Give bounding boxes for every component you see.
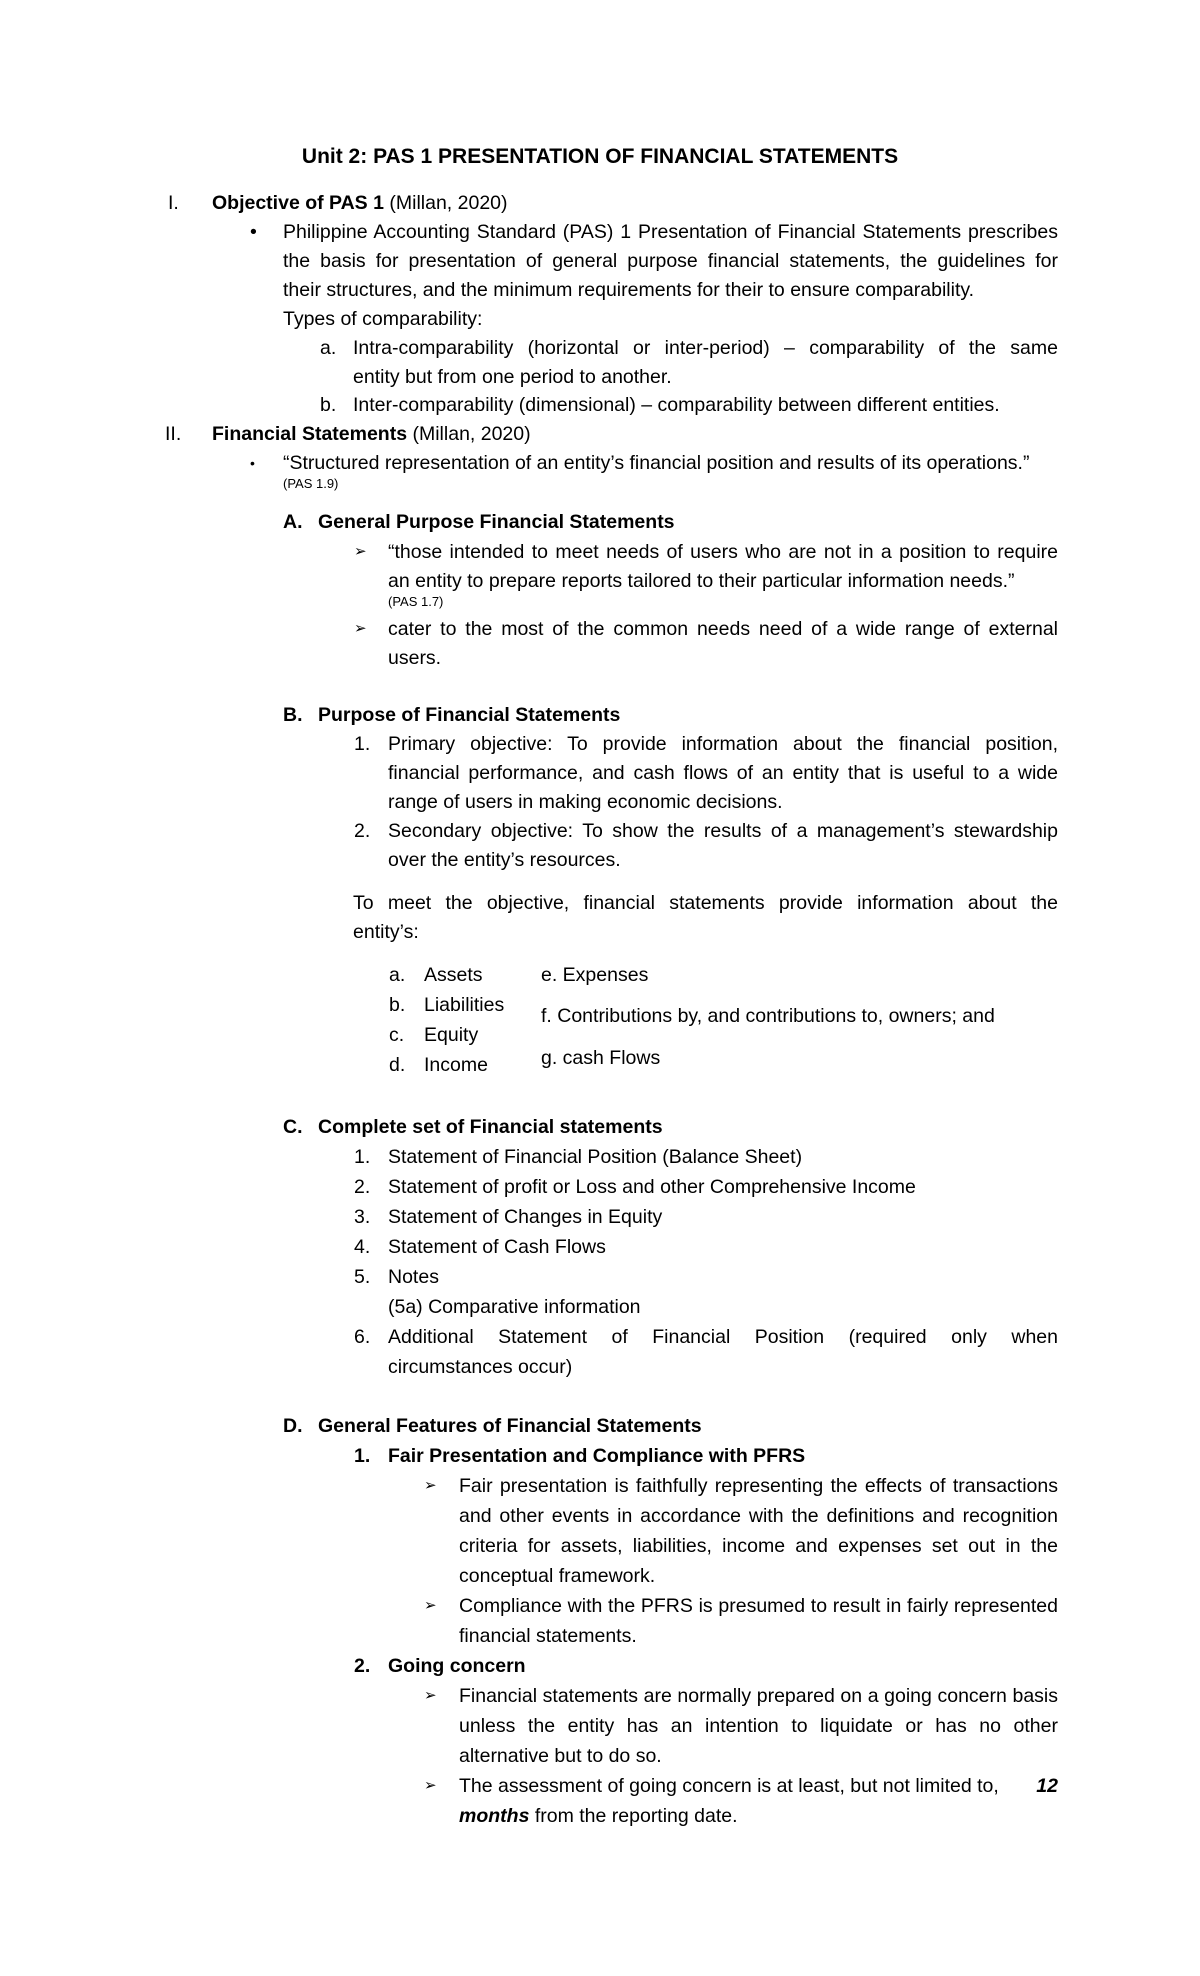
paragraph-line: To meet the objective, financial statements provide information about the [353, 892, 1058, 914]
list-item-line: alternative but to do so. [459, 1745, 662, 1767]
list-item-line: conceptual framework. [459, 1565, 656, 1587]
list-marker: a. [320, 337, 337, 359]
bullet-marker: • [250, 455, 255, 471]
list-item-line: over the entity’s resources. [388, 849, 621, 871]
list-item-line: financial statements. [459, 1625, 637, 1647]
feature-heading-going-concern: Going concern [388, 1655, 526, 1677]
subsection-letter: A. [283, 511, 303, 533]
arrow-bullet-icon: ➢ [424, 1777, 437, 1794]
element-item-cash-flows: g. cash Flows [541, 1047, 661, 1069]
list-number: 5. [354, 1266, 371, 1288]
element-marker: c. [389, 1024, 405, 1046]
list-item-line: Primary objective: To provide information about the financial position, [388, 733, 1058, 755]
reference-note: (PAS 1.9) [283, 476, 339, 491]
list-item-line: Additional Statement of Financial Position (required only when [388, 1326, 1058, 1348]
element-item-liabilities: Liabilities [424, 994, 505, 1016]
list-item-line: cater to the most of the common needs need of a wide range of external [388, 618, 1058, 640]
list-item-line: an entity to prepare reports tailored to their particular information needs.” [388, 570, 1015, 592]
element-marker: a. [389, 964, 406, 986]
section-numeral-2: II. [165, 423, 182, 445]
list-item-text: The assessment of going concern is at least, but not limited to, [459, 1775, 999, 1797]
arrow-bullet-icon: ➢ [424, 1597, 437, 1614]
feature-number: 1. [354, 1445, 371, 1467]
paragraph-line: entity’s: [353, 921, 419, 943]
subsection-letter: D. [283, 1415, 303, 1437]
element-marker: d. [389, 1054, 406, 1076]
list-item-line: unless the entity has an intention to liquidate or has no other [459, 1715, 1058, 1737]
list-item-line: financial performance, and cash flows of an entity that is useful to a wide [388, 762, 1058, 784]
reference-note: (PAS 1.7) [388, 594, 444, 609]
list-number: 1. [354, 733, 371, 755]
list-sub-item: (5a) Comparative information [388, 1296, 641, 1318]
list-item-line: Fair presentation is faithfully representing the effects of transactions [459, 1475, 1058, 1497]
list-item-line: Secondary objective: To show the results of a management’s stewardship [388, 820, 1058, 842]
list-item-line: Intra-comparability (horizontal or inter-period) – comparability of the same [353, 337, 1058, 359]
subsection-heading-general-features: General Features of Financial Statements [318, 1415, 702, 1437]
section-numeral-1: I. [168, 192, 179, 214]
citation: (Millan, 2020) [389, 192, 508, 214]
list-item-line [459, 1771, 1058, 1801]
element-item-income: Income [424, 1054, 488, 1076]
list-marker: b. [320, 394, 337, 416]
list-item-text: from the reporting date. [534, 1805, 738, 1827]
list-number: 3. [354, 1206, 371, 1228]
list-number: 6. [354, 1326, 371, 1348]
subsection-letter: B. [283, 704, 303, 726]
list-item-line: range of users in making economic decisions. [388, 791, 783, 813]
element-item-equity: Equity [424, 1024, 479, 1046]
feature-heading-fair-presentation: Fair Presentation and Compliance with PFRS [388, 1445, 806, 1467]
page-title: Unit 2: PAS 1 PRESENTATION OF FINANCIAL STATEMENTS [301, 145, 899, 168]
subsection-heading-complete-set: Complete set of Financial statements [318, 1116, 663, 1138]
citation: (Millan, 2020) [412, 423, 531, 445]
list-item-line: circumstances occur) [388, 1356, 573, 1378]
emphasis-number: 12 [1036, 1775, 1058, 1797]
list-item: Statement of Financial Position (Balance Sheet) [388, 1146, 803, 1168]
list-item-line: criteria for assets, liabilities, income and expenses set out in the [459, 1535, 1058, 1557]
arrow-bullet-icon: ➢ [424, 1477, 437, 1494]
arrow-bullet-icon: ➢ [424, 1687, 437, 1704]
list-number: 2. [354, 820, 371, 842]
section-heading-text: Objective of PAS 1 [212, 192, 384, 214]
list-item-line: “those intended to meet needs of users who are not in a position to require [388, 541, 1058, 563]
emphasis-months: months [459, 1805, 530, 1827]
element-marker: b. [389, 994, 406, 1016]
paragraph-line: their structures, and the minimum requirements for their to ensure comparability. [283, 279, 975, 301]
arrow-bullet-icon: ➢ [354, 620, 367, 637]
types-label: Types of comparability: [283, 308, 483, 330]
feature-number: 2. [354, 1655, 371, 1677]
subsection-heading-general-purpose: General Purpose Financial Statements [318, 511, 675, 533]
section-heading-financial-statements [212, 419, 531, 449]
quote-line: “Structured representation of an entity’s financial position and results of its operations.” [283, 452, 1030, 474]
list-number: 2. [354, 1176, 371, 1198]
section-heading-text: Financial Statements [212, 423, 408, 445]
list-item: Statement of Cash Flows [388, 1236, 606, 1258]
list-item: Statement of profit or Loss and other Comprehensive Income [388, 1176, 916, 1198]
list-item-line: entity but from one period to another. [353, 366, 672, 388]
arrow-bullet-icon: ➢ [354, 543, 367, 560]
element-item-assets: Assets [424, 964, 483, 986]
list-item-line: and other events in accordance with the definitions and recognition [459, 1505, 1058, 1527]
subsection-heading-purpose: Purpose of Financial Statements [318, 704, 621, 726]
bullet-marker: • [250, 221, 257, 243]
subsection-letter: C. [283, 1116, 303, 1138]
list-item-line: users. [388, 647, 442, 669]
paragraph-line: the basis for presentation of general purpose financial statements, the guidelines for [283, 250, 1058, 272]
list-number: 4. [354, 1236, 371, 1258]
list-item-line: Compliance with the PFRS is presumed to result in fairly represented [459, 1595, 1058, 1617]
list-item: Statement of Changes in Equity [388, 1206, 663, 1228]
list-item-line: Financial statements are normally prepared on a going concern basis [459, 1685, 1058, 1707]
element-item-expenses: e. Expenses [541, 964, 649, 986]
list-number: 1. [354, 1146, 371, 1168]
list-item-line [459, 1801, 738, 1831]
paragraph-line: Philippine Accounting Standard (PAS) 1 Presentation of Financial Statements prescribes [283, 221, 1058, 243]
list-item-line: Inter-comparability (dimensional) – comparability between different entities. [353, 394, 1000, 416]
element-item-contributions: f. Contributions by, and contributions to, owners; and [541, 1005, 995, 1027]
section-heading-objective [212, 188, 508, 218]
list-item: Notes [388, 1266, 439, 1288]
